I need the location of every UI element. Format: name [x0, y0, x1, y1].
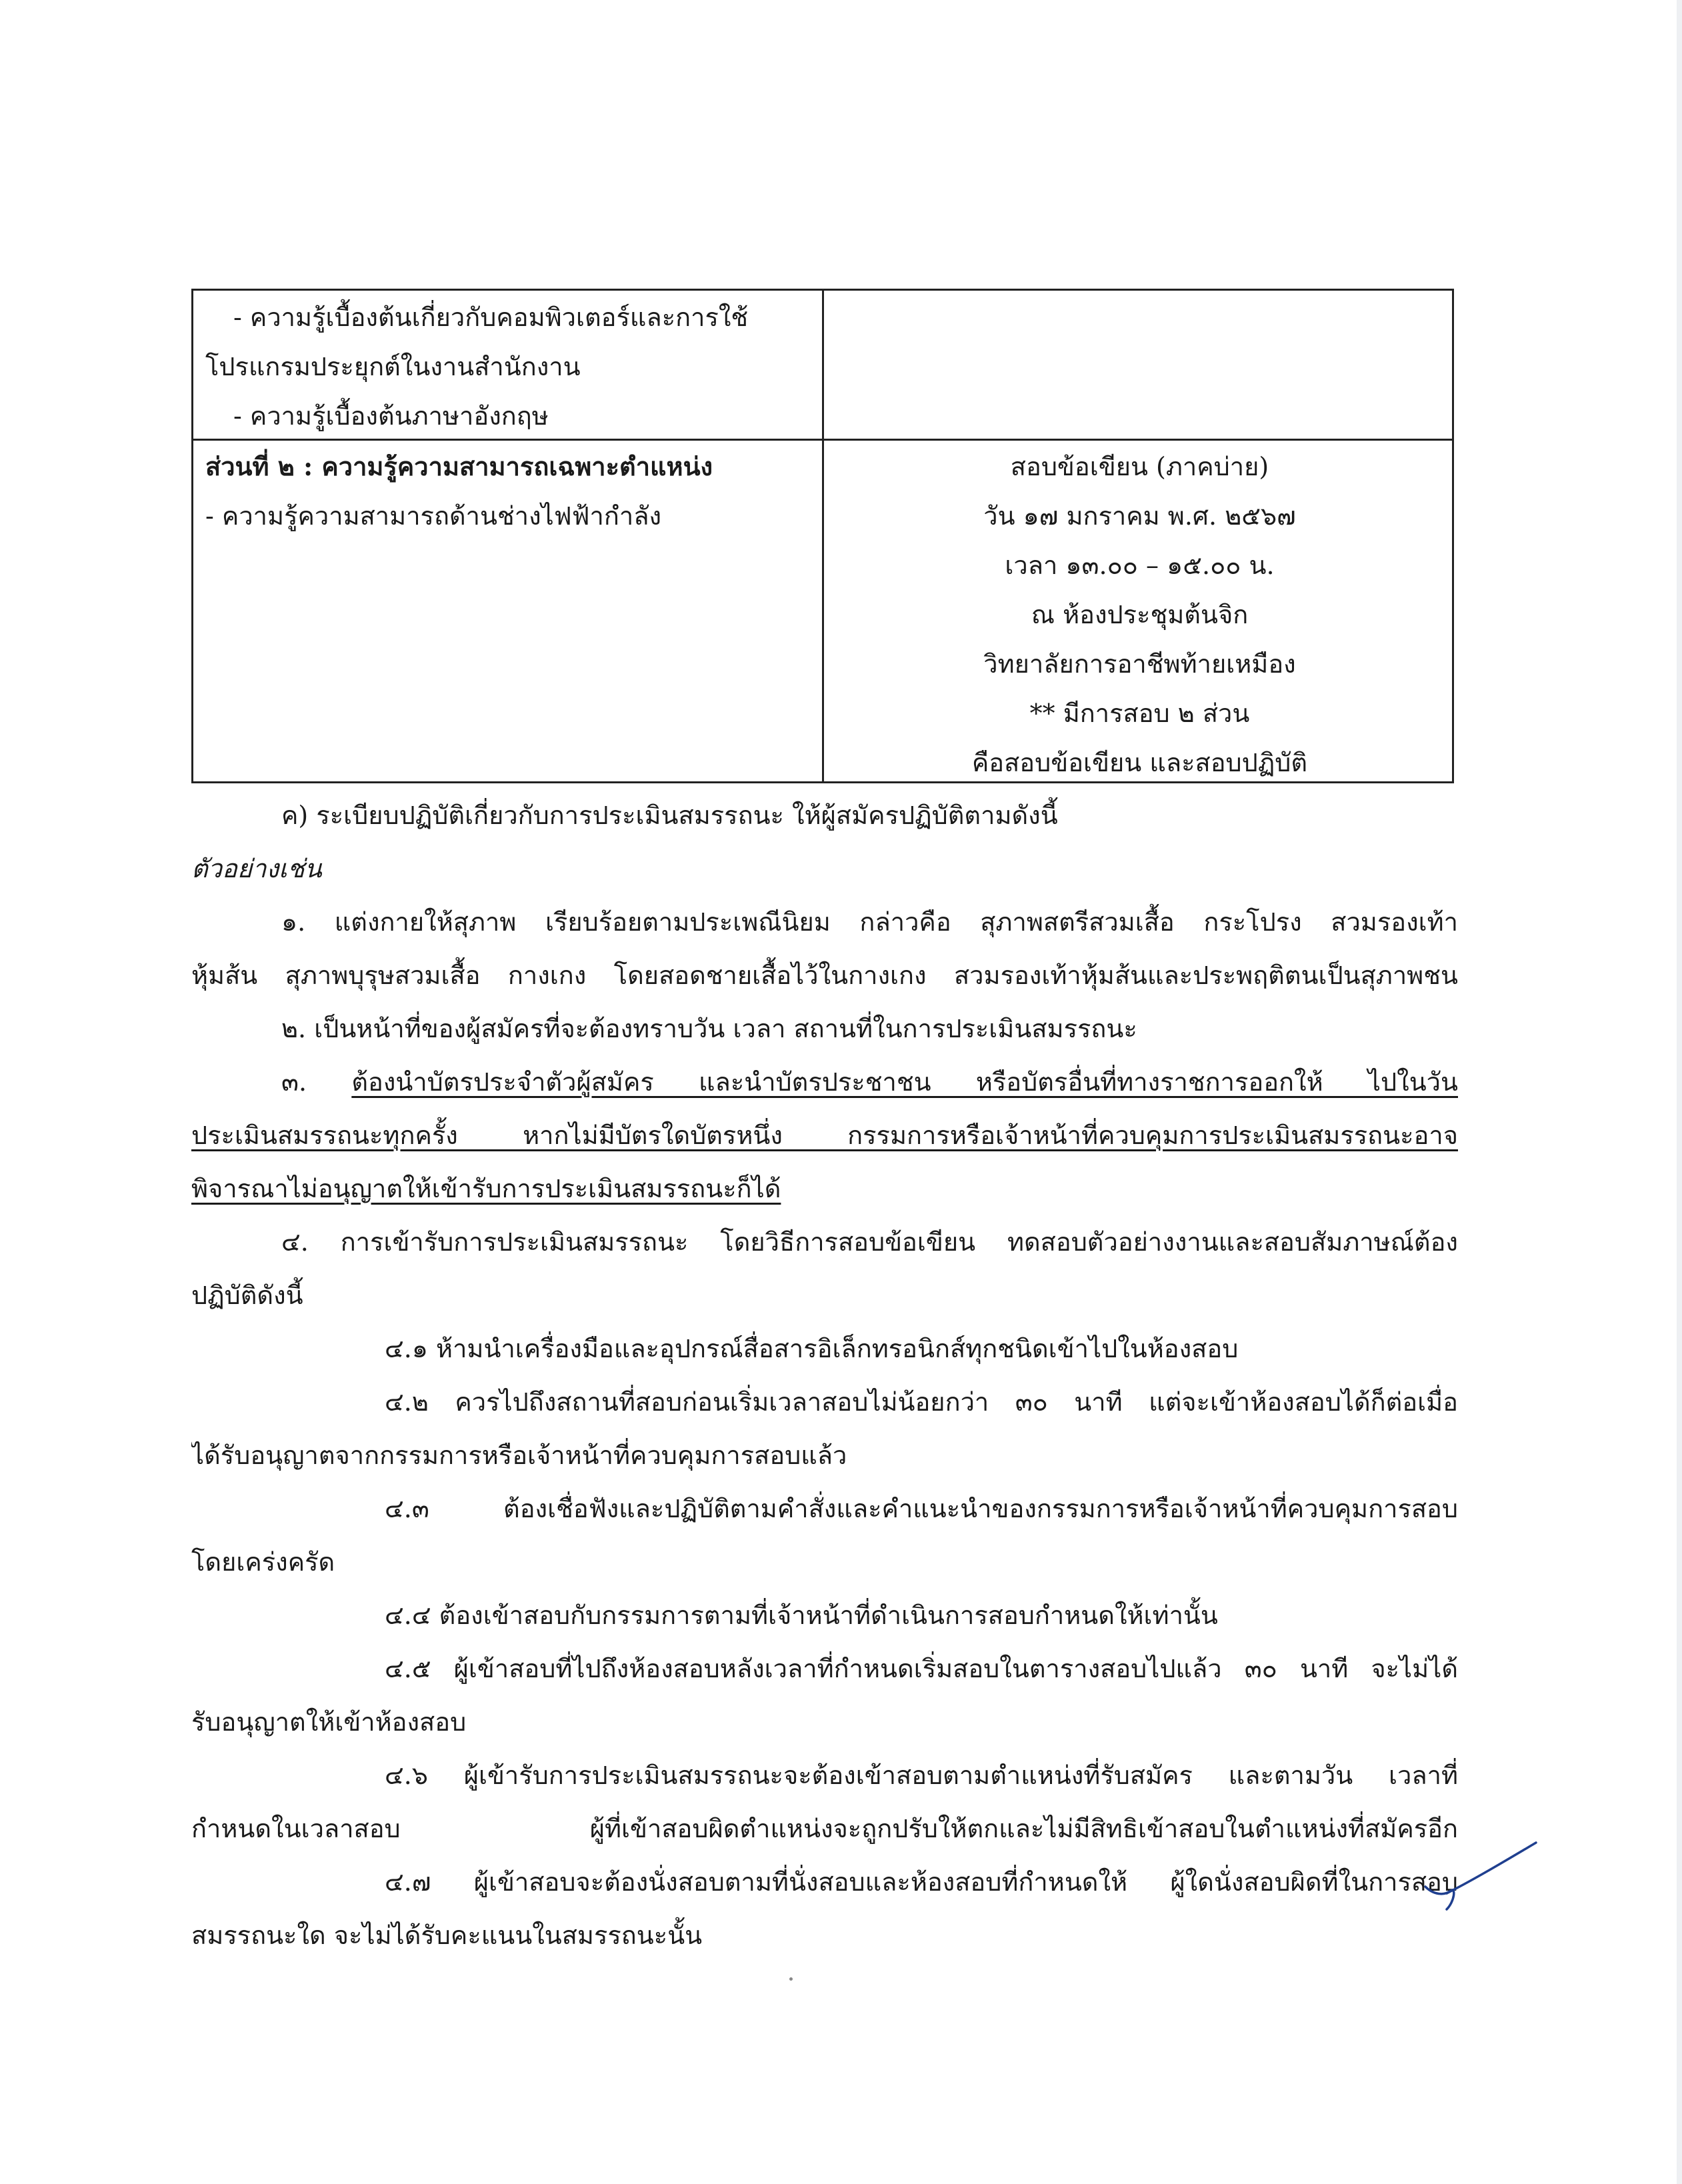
row1-left-cell: [205, 293, 812, 441]
row2-right-cell: [825, 443, 1454, 788]
rule-4-1: ๔.๑ ห้ามนำเครื่องมือและอุปกรณ์สื่อสารอิเล็กทรอนิกส์ทุกชนิดเข้าไปในห้องสอบ: [385, 1334, 1239, 1363]
exam-schedule-table: [191, 289, 1454, 783]
exam-detail-line: ณ ห้องประชุมต้นจิก: [1031, 600, 1249, 629]
rule-4-line-2: ปฏิบัติดังนี้: [191, 1281, 303, 1310]
rule-3-line-1: [191, 1055, 1458, 1109]
rule-4-4: ๔.๔ ต้องเข้าสอบกับกรรมการตามที่เจ้าหน้าที่ดำเนินการสอบกำหนดให้เท่านั้น: [385, 1601, 1218, 1630]
exam-detail-line: วัน ๑๗ มกราคม พ.ศ. ๒๕๖๗: [983, 501, 1296, 531]
table-text-line: โปรแกรมประยุกต์ในงานสำนักงาน: [205, 352, 581, 381]
exam-detail-line: สอบข้อเขียน (ภาคบ่าย): [1010, 452, 1269, 481]
rule-4-6-line-1: ๔.๖ ผู้เข้ารับการประเมินสมรรถนะจะต้องเข้าสอบตามตำแหน่งที่รับสมัคร และตามวัน เวลาที่: [385, 1761, 1458, 1790]
initials-signature: [1420, 1840, 1540, 1913]
scan-edge: [1677, 0, 1682, 2184]
rule-2: ๒. เป็นหน้าที่ของผู้สมัครที่จะต้องทราบวัน เวลา สถานที่ในการประเมินสมรรถนะ: [281, 1014, 1137, 1043]
rule-4-5-line-2: รับอนุญาตให้เข้าห้องสอบ: [191, 1707, 467, 1737]
rule-4-6-line-2: กำหนดในเวลาสอบ ผู้ที่เข้าสอบผิดตำแหน่งจะถูกปรับให้ตกและไม่มีสิทธิเข้าสอบในตำแหน่งที่สมัครอีก: [191, 1814, 1458, 1843]
rule-3-line-3: [191, 1162, 1458, 1215]
rule-3-line-2: [191, 1109, 1458, 1162]
regulations-section: [191, 789, 1458, 1962]
rule-1-line-2: หุ้มส้น สุภาพบุรุษสวมเสื้อ กางเกง โดยสอดชายเสื้อไว้ในกางเกง สวมรองเท้าหุ้มส้นและประพฤติตนเป็นสุภาพชน: [191, 961, 1458, 990]
section-heading: ค) ระเบียบปฏิบัติเกี่ยวกับการประเมินสมรรถนะ ให้ผู้สมัครปฏิบัติตามดังนี้: [281, 801, 1058, 830]
rule-4-3-line-2: โดยเคร่งครัด: [191, 1547, 335, 1577]
table-text-line: - ความรู้เบื้องต้นภาษาอังกฤษ: [233, 401, 549, 431]
rule-4-5-line-1: ๔.๕ ผู้เข้าสอบที่ไปถึงห้องสอบหลังเวลาที่กำหนดเริ่มสอบในตารางสอบไปแล้ว ๓๐ นาที จะไม่ได้: [385, 1654, 1458, 1683]
rule-1-line-1: ๑. แต่งกายให้สุภาพ เรียบร้อยตามประเพณีนิยม กล่าวคือ สุภาพสตรีสวมเสื้อ กระโปรง สวมรองเท้า: [281, 907, 1458, 937]
rule-3-text: ต้องนำบัตรประจำตัวผู้สมัคร และนำบัตรประชาชน หรือบัตรอื่นที่ทางราชการออกให้ ไปในวัน: [351, 1067, 1458, 1097]
part2-heading: ส่วนที่ ๒ : ความรู้ความสามารถเฉพาะตำแหน่ง: [205, 451, 713, 481]
rule-4-2-line-2: ได้รับอนุญาตจากกรรมการหรือเจ้าหน้าที่ควบคุมการสอบแล้ว: [191, 1441, 847, 1470]
rule-4-3-line-1: ๔.๓ ต้องเชื่อฟังและปฏิบัติตามคำสั่งและคำแนะนำของกรรมการหรือเจ้าหน้าที่ควบคุมการสอบ: [385, 1494, 1458, 1523]
rule-4-line-1: ๔. การเข้ารับการประเมินสมรรถนะ โดยวิธีการสอบข้อเขียน ทดสอบตัวอย่างงานและสอบสัมภาษณ์ต้อง: [281, 1227, 1458, 1257]
example-label: ตัวอย่างเช่น: [191, 854, 322, 883]
rule-3-number: ๓.: [281, 1067, 307, 1097]
rule-4-7-line-1: ๔.๗ ผู้เข้าสอบจะต้องนั่งสอบตามที่นั่งสอบและห้องสอบที่กำหนดให้ ผู้ใดนั่งสอบผิดที่ในการสอบ: [385, 1867, 1458, 1897]
part2-item: - ความรู้ความสามารถด้านช่างไฟฟ้ากำลัง: [205, 501, 662, 531]
rule-3-text: ประเมินสมรรถนะทุกครั้ง หากไม่มีบัตรใดบัตรหนึ่ง กรรมการหรือเจ้าหน้าที่ควบคุมการประเมินสมรรถนะอาจ: [191, 1121, 1458, 1150]
exam-detail-line: วิทยาลัยการอาชีพท้ายเหมือง: [983, 649, 1296, 679]
table-column-divider: [822, 291, 824, 781]
scan-speck: [789, 1977, 793, 1981]
table-text-line: - ความรู้เบื้องต้นเกี่ยวกับคอมพิวเตอร์และการใช้: [233, 303, 749, 332]
exam-detail-line: เวลา ๑๓.๐๐ – ๑๕.๐๐ น.: [1005, 551, 1275, 580]
exam-detail-line: ** มีการสอบ ๒ ส่วน: [1029, 699, 1250, 728]
rule-4-2-line-1: ๔.๒ ควรไปถึงสถานที่สอบก่อนเริ่มเวลาสอบไม่น้อยกว่า ๓๐ นาที แต่จะเข้าห้องสอบได้ก็ต่อเมื่อ: [385, 1387, 1458, 1417]
exam-detail-line: คือสอบข้อเขียน และสอบปฏิบัติ: [971, 748, 1308, 777]
rule-4-7-line-2: สมรรถนะใด จะไม่ได้รับคะแนนในสมรรถนะนั้น: [191, 1921, 703, 1950]
row2-left-cell: [205, 443, 812, 541]
rule-3-text: พิจารณาไม่อนุญาตให้เข้ารับการประเมินสมรรถนะก็ได้: [191, 1174, 781, 1203]
